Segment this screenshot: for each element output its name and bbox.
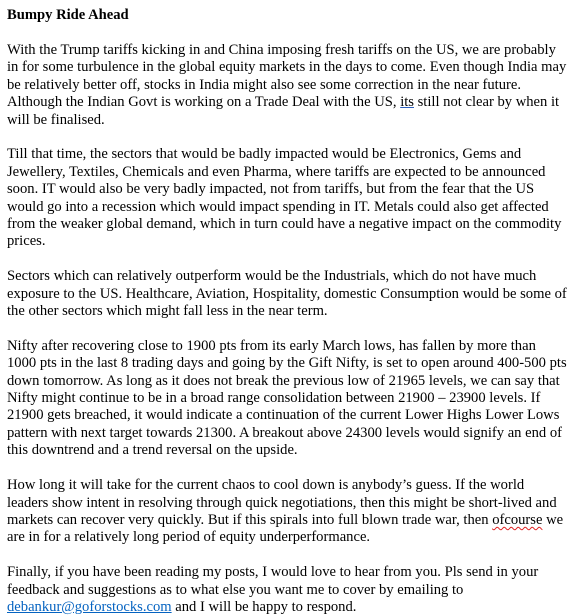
paragraph-text: How long it will take for the current chaos to cool down is anybody’s guess. If the world leaders show intent in resolving through quick negotiations, then this might be short-lived and markets can recover very quickly. But if this spirals into full blown trade war, then <box>7 477 557 528</box>
paragraph-text: still not clear by when it will be finalised. <box>7 94 560 128</box>
paragraph-impacted-sectors: Till that time, the sectors that would be badly impacted would be Electronics, Gems and Jewellery, Textiles, Chemicals and even Pharma, where tariffs are expected to be announced soon. IT would also be very badly impacted, not from tariffs, but from the fear that the US would go into a recession which would impact spending in IT. Metals could also get affected from the weaker global demand, which in turn could have a negative impact on the commodity prices. <box>7 146 562 250</box>
grammar-marked-word[interactable]: its <box>400 94 414 111</box>
paragraph-outperforming-sectors: Sectors which can relatively outperform would be the Industrials, which do not have much exposure to the US. Healthcare, Aviation, Hospitality, domestic Consumption would be some of the other sectors which might fall less in the near term. <box>7 268 567 320</box>
paragraph-text: and I will be happy to respond. <box>171 598 357 615</box>
paragraph-outlook <box>7 477 567 547</box>
email-link[interactable]: debankur@goforstocks.com <box>7 598 172 615</box>
document-title: Bumpy Ride Ahead <box>7 7 129 23</box>
paragraph-feedback <box>7 564 567 616</box>
paragraph-nifty-levels: Nifty after recovering close to 1900 pts from its early March lows, has fallen by more than 1000 pts in the last 8 trading days and going by the Gift Nifty, is set to open around 400-500 pts down tomorrow. As long as it does not break the previous low of 21965 levels, we can say that Nifty might continue to be in a broad range consolidation between 21900 – 23900 levels. If 21900 gets breached, it would indicate a continuation of the current Lower Highs Lower Lows pattern with next target towards 21300. A breakout above 24300 levels would signify an end of this downtrend and a trend reversal on the upside. <box>7 337 567 459</box>
paragraph-text: Finally, if you have been reading my posts, I would love to hear from you. Pls send in your feedback and suggestions as to what else you want me to cover by emailing to <box>7 564 539 598</box>
paragraph-text: we are in for a relatively long period of equity underperformance. <box>7 511 564 546</box>
paragraph-text: With the Trump tariffs kicking in and China imposing fresh tariffs on the US, we are probably in for some turbulence in the global equity markets in the days to come. Even though India may be relatively better off, stocks in India might also see some correction in the near future. Although the Indian Govt is working on a Trade Deal with the US, <box>7 42 567 111</box>
document-body <box>7 6 567 616</box>
spelling-error-word[interactable]: ofcourse <box>492 511 543 528</box>
paragraph-tariff-intro <box>7 42 567 129</box>
